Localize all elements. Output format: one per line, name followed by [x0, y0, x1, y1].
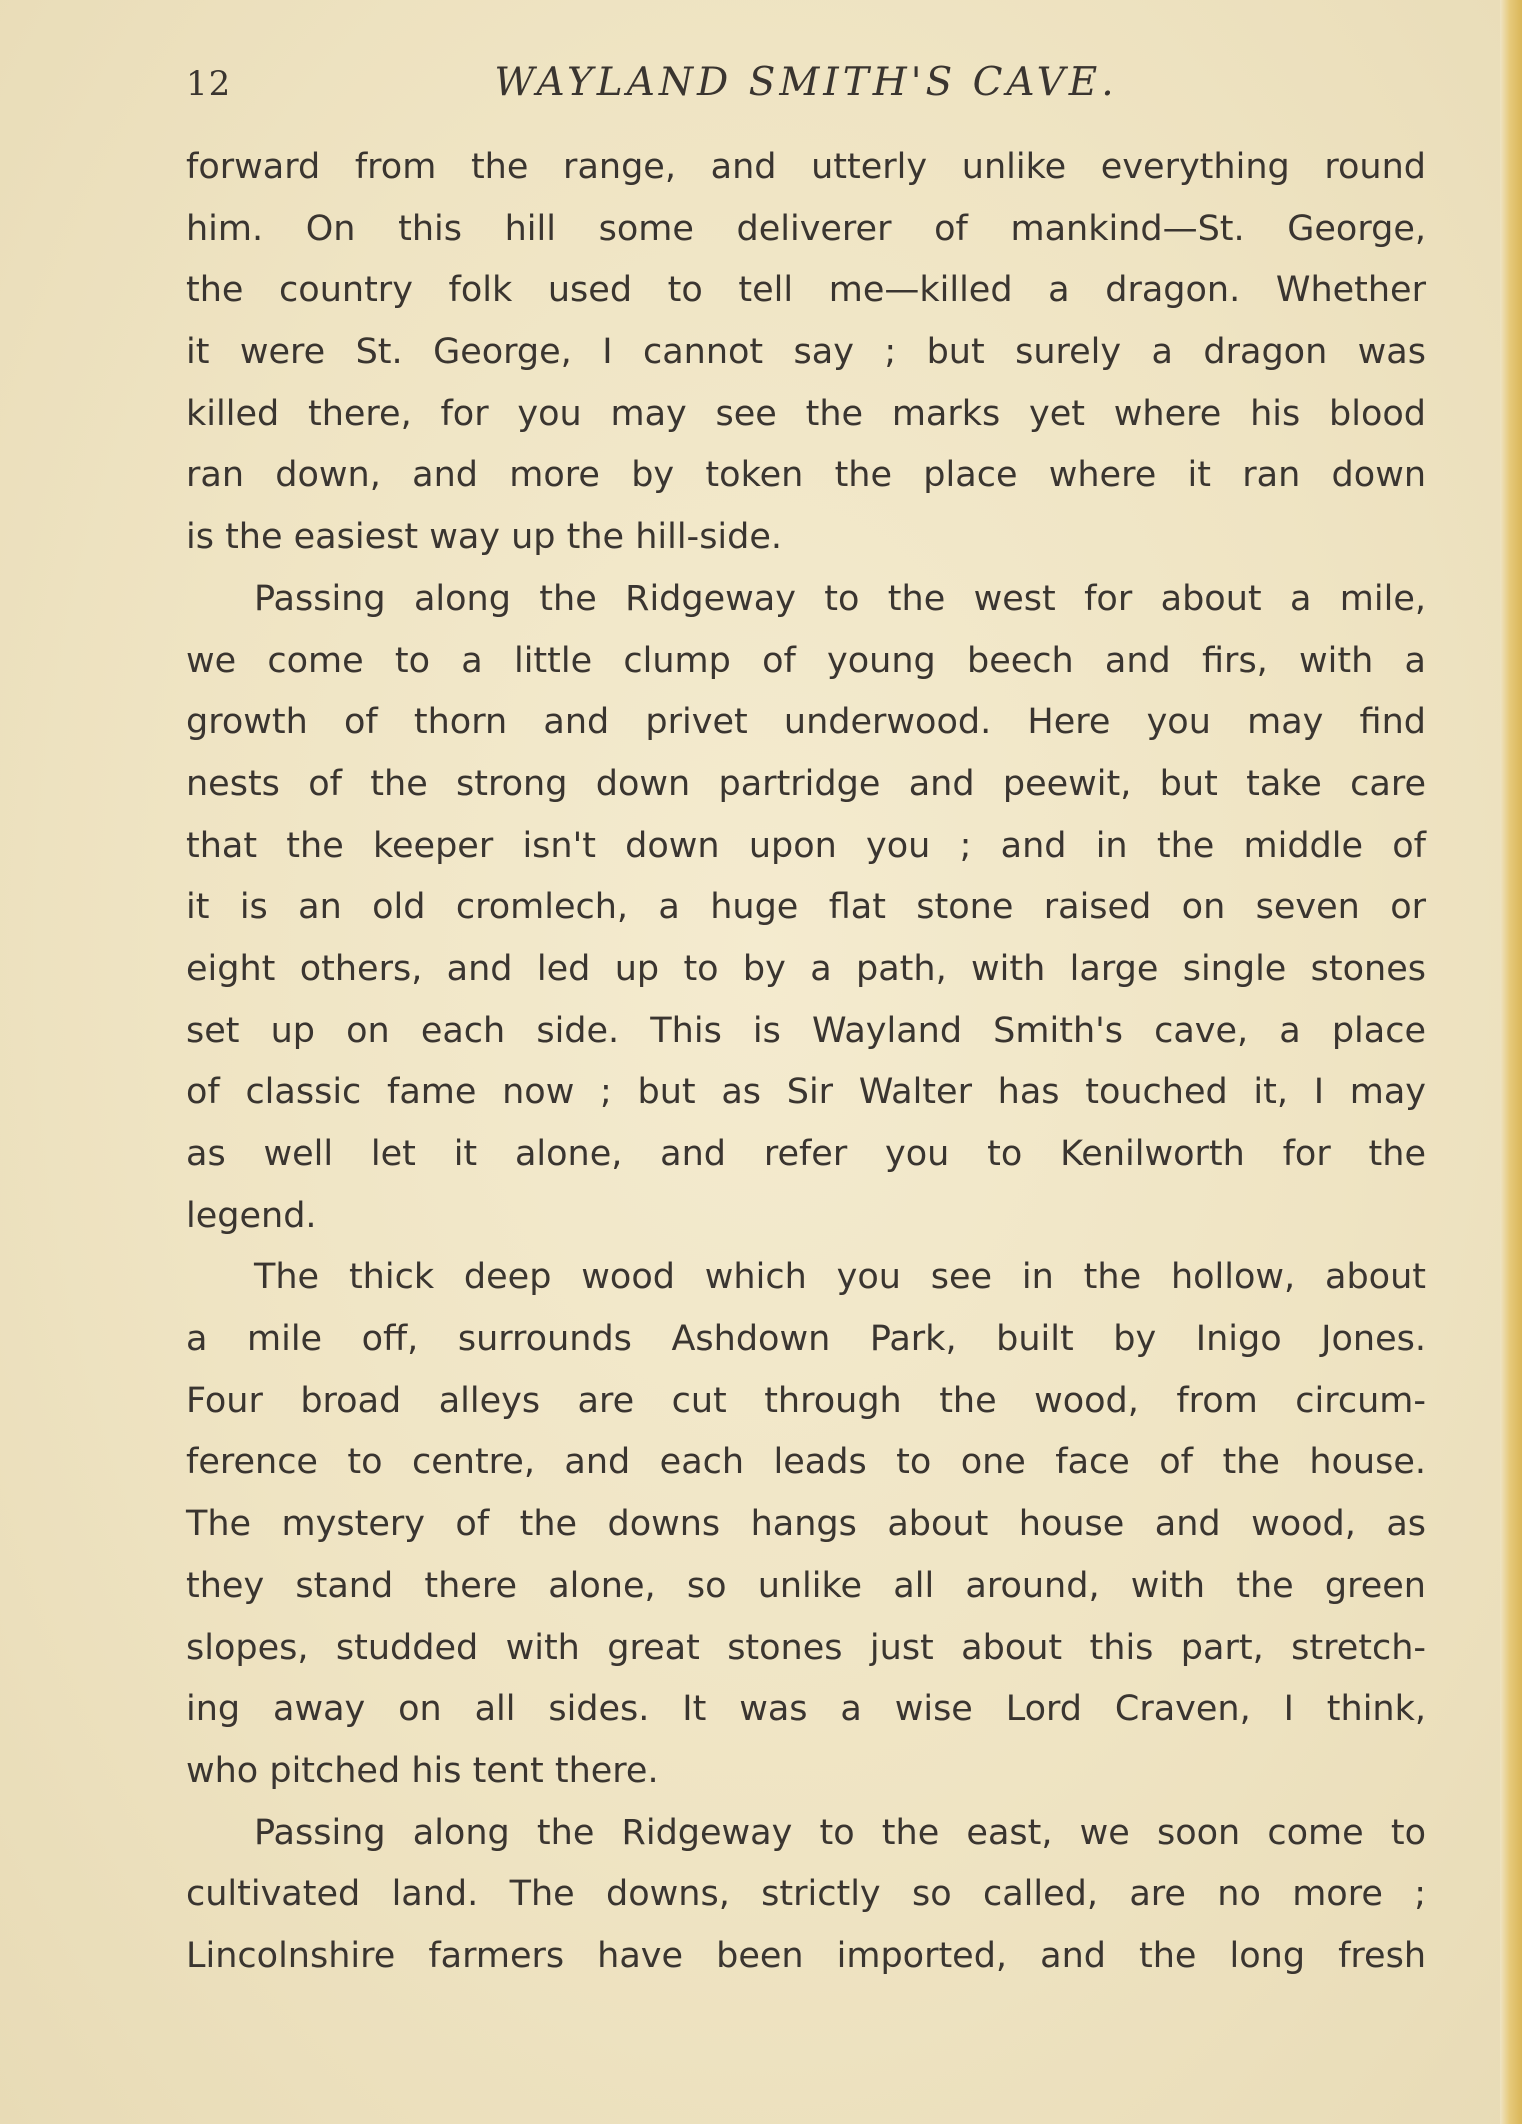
- text-line: eight others, and led up to by a path, with large single stones: [186, 948, 1426, 989]
- text-line: The mystery of the downs hangs about house and wood, as: [186, 1504, 1426, 1545]
- text-line: ing away on all sides. It was a wise Lord Craven, I think,: [186, 1689, 1426, 1730]
- text-line: him. On this hill some deliverer of mankind—St. George,: [186, 208, 1426, 249]
- text-line: they stand there alone, so unlike all around, with the green: [186, 1565, 1426, 1606]
- text-line: The thick deep wood which you see in the hollow, about: [254, 1257, 1426, 1298]
- text-line: legend.: [186, 1195, 317, 1236]
- page-edge-stain: [1500, 0, 1522, 2124]
- text-line: set up on each side. This is Wayland Smith's cave, a place: [186, 1010, 1426, 1051]
- text-line: a mile off, surrounds Ashdown Park, built by Inigo Jones.: [186, 1319, 1426, 1360]
- text-line: it is an old cromlech, a huge flat stone raised on seven or: [186, 887, 1426, 928]
- chapter-title: WAYLAND SMITH'S CAVE.: [494, 60, 1118, 105]
- body-text: [186, 137, 1426, 1988]
- text-line: growth of thorn and privet underwood. Here you may find: [186, 702, 1426, 743]
- text-line: it were St. George, I cannot say ; but surely a dragon was: [186, 332, 1426, 373]
- text-line: killed there, for you may see the marks yet where his blood: [186, 393, 1426, 434]
- text-line: slopes, studded with great stones just about this part, stretch-: [186, 1627, 1426, 1668]
- text-line: cultivated land. The downs, strictly so called, are no more ;: [186, 1874, 1426, 1915]
- page-number: 12: [186, 64, 232, 104]
- text-line: that the keeper isn't down upon you ; and in the middle of: [186, 825, 1426, 866]
- text-line: nests of the strong down partridge and peewit, but take care: [186, 763, 1426, 804]
- text-line: as well let it alone, and refer you to Kenilworth for the: [186, 1134, 1426, 1174]
- text-line: the country folk used to tell me—killed a dragon. Whether: [186, 270, 1426, 311]
- text-line: of classic fame now ; but as Sir Walter has touched it, I may: [186, 1072, 1426, 1113]
- text-line: Four broad alleys are cut through the wood, from circum-: [186, 1380, 1426, 1421]
- text-line: Passing along the Ridgeway to the east, we soon come to: [254, 1812, 1426, 1853]
- text-line: ference to centre, and each leads to one face of the house.: [186, 1442, 1426, 1483]
- text-line: is the easiest way up the hill-side.: [186, 517, 783, 558]
- text-line: ran down, and more by token the place where it ran down: [186, 455, 1426, 496]
- running-header: [186, 60, 1426, 120]
- text-line: we come to a little clump of young beech and firs, with a: [186, 640, 1426, 681]
- text-line: who pitched his tent there.: [186, 1750, 659, 1791]
- text-line: Passing along the Ridgeway to the west for about a mile,: [254, 578, 1426, 619]
- text-line: forward from the range, and utterly unlike everything round: [186, 147, 1426, 187]
- text-line: Lincolnshire farmers have been imported, and the long fresh: [186, 1935, 1426, 1976]
